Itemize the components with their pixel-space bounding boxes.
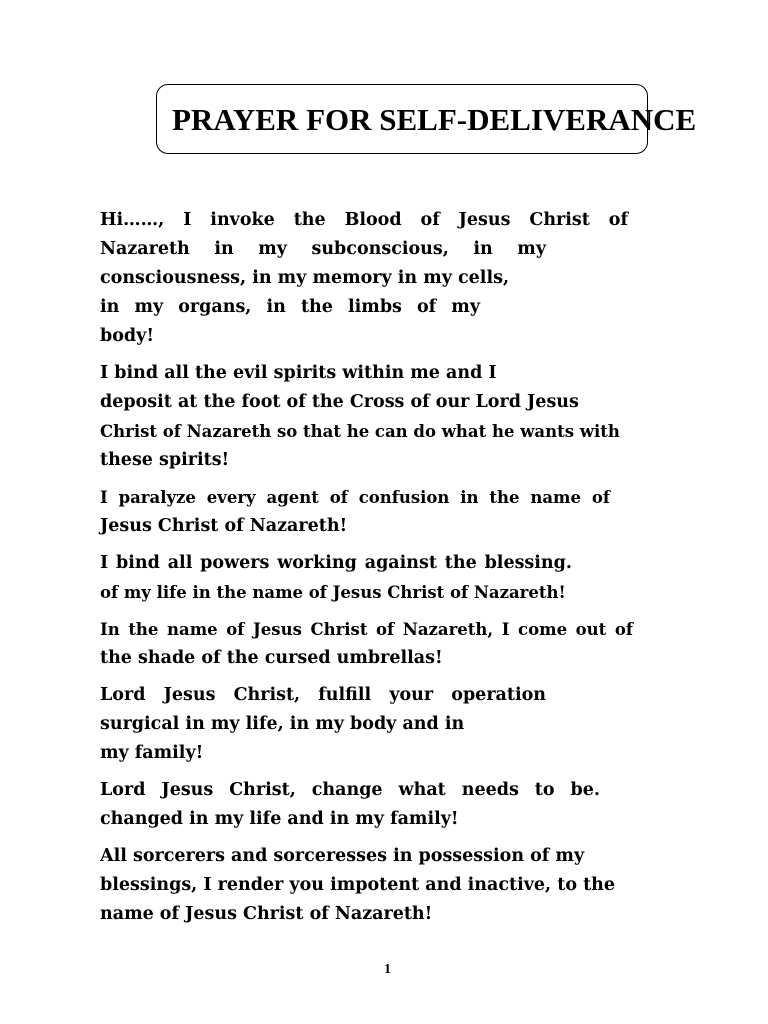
paragraph-cursed-umbrellas — [100, 615, 660, 673]
paragraph-bind-powers — [100, 549, 660, 607]
text-line: In the name of Jesus Christ of Nazareth, I come out of — [100, 620, 633, 639]
text-line: changed in my life and in my family! — [100, 809, 459, 829]
text-line: Christ of Nazareth so that he can do what he wants with — [100, 422, 620, 441]
text-line: I paralyze every agent of confusion in the name of — [100, 488, 610, 507]
text-line: deposit at the foot of the Cross of our Lord Jesus — [100, 392, 579, 412]
text-line: in my organs, in the limbs of my — [100, 297, 480, 317]
text-line: the shade of the cursed umbrellas! — [100, 648, 443, 668]
paragraph-invoke-blood — [100, 206, 660, 351]
page-number: 1 — [384, 962, 391, 977]
text-line: All sorcerers and sorceresses in possession of my — [100, 846, 585, 866]
paragraph-surgical-operation — [100, 681, 660, 768]
paragraph-paralyze-confusion — [100, 483, 660, 541]
text-line: body! — [100, 326, 154, 346]
text-line: of my life in the name of Jesus Christ of Nazareth! — [100, 583, 566, 602]
page-title: PRAYER FOR SELF-DELIVERANCE — [172, 102, 697, 137]
text-line: name of Jesus Christ of Nazareth! — [100, 904, 433, 924]
text-line: consciousness, in my memory in my cells, — [100, 268, 510, 288]
text-line: Nazareth in my subconscious, in my — [100, 239, 546, 259]
text-line: these spirits! — [100, 450, 230, 470]
text-line: I bind all powers working against the blessing. — [100, 553, 572, 573]
text-line: Lord Jesus Christ, fulfill your operation — [100, 685, 546, 705]
text-line: Lord Jesus Christ, change what needs to be. — [100, 780, 600, 800]
paragraph-change-needed — [100, 776, 660, 834]
text-line: Hi……, I invoke the Blood of Jesus Christ of — [100, 210, 628, 230]
paragraph-bind-spirits — [100, 359, 660, 475]
text-line: my family! — [100, 743, 204, 763]
paragraph-sorcerers — [100, 842, 660, 929]
prayer-body — [100, 206, 660, 937]
text-line: blessings, I render you impotent and inactive, to the — [100, 875, 616, 895]
text-line: surgical in my life, in my body and in — [100, 714, 465, 734]
text-line: Jesus Christ of Nazareth! — [100, 516, 348, 536]
text-line: I bind all the evil spirits within me and I — [100, 363, 497, 383]
